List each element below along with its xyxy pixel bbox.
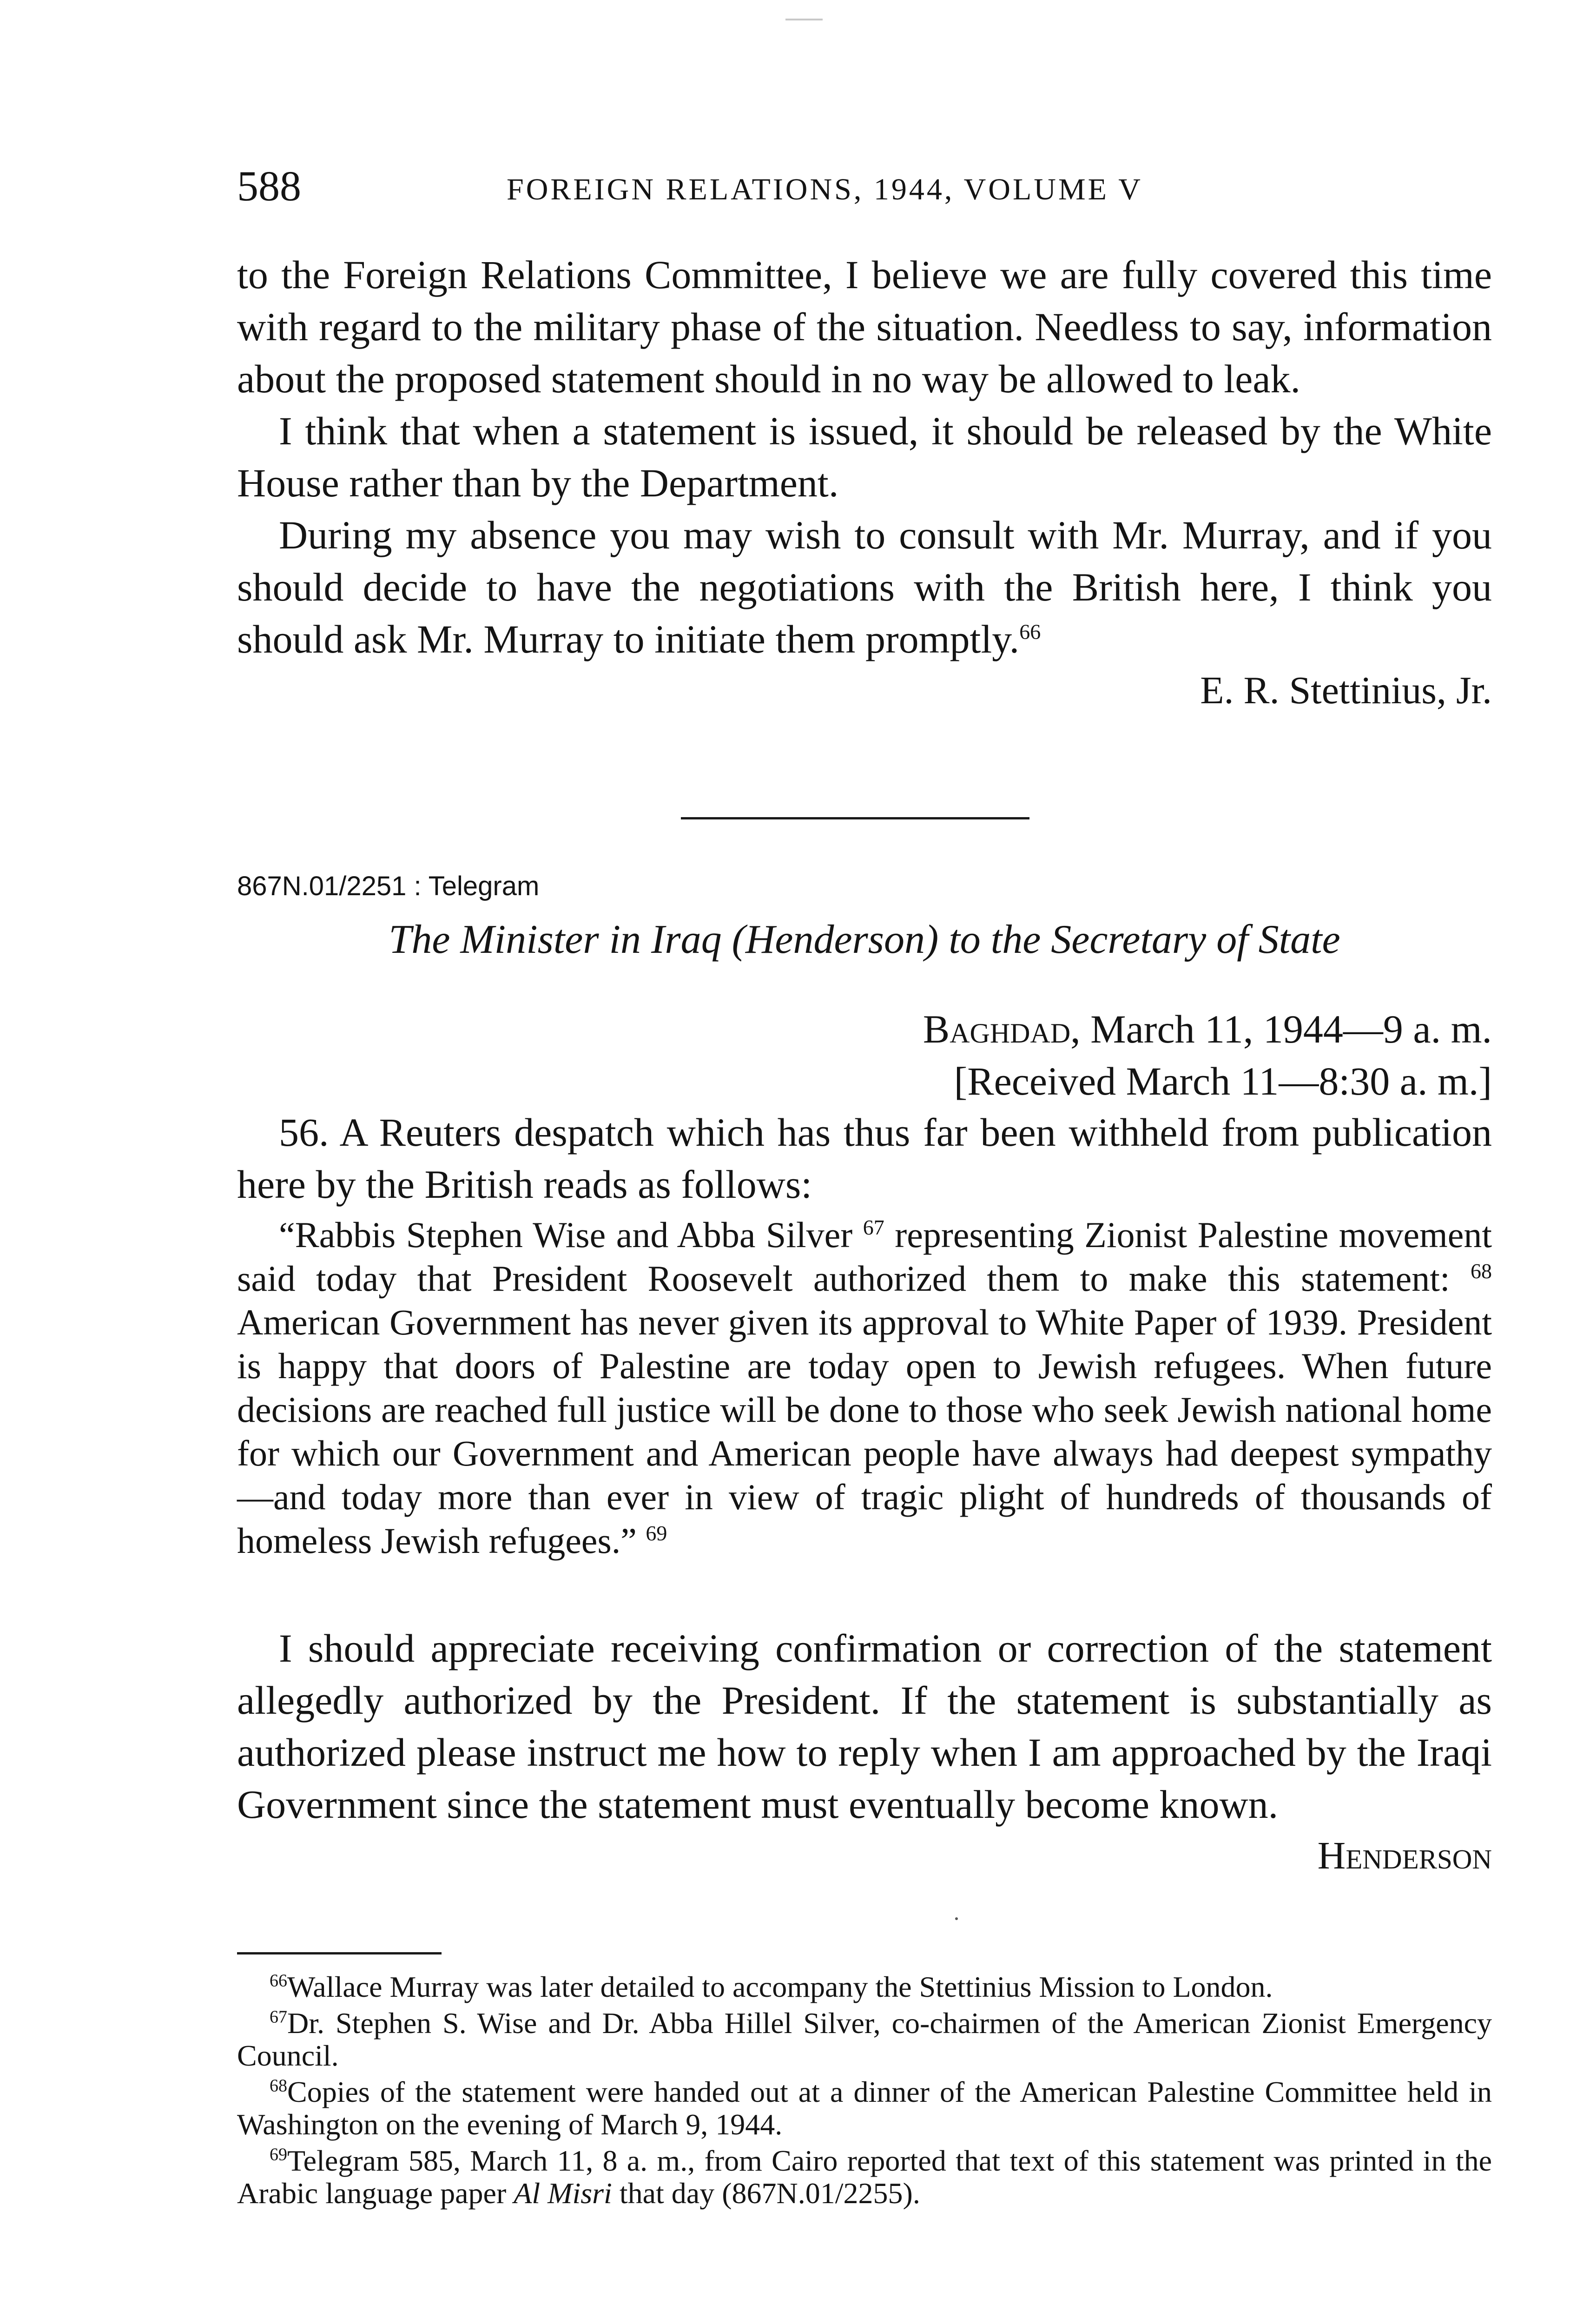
quote-text: “Rabbis Stephen Wise and Abba Silver	[279, 1215, 853, 1255]
dateline	[237, 1003, 1492, 1107]
footnote-text: Copies of the statement were handed out at a dinner of the American Palestine Committee held in Washington on the evening of March 9, 1944.	[237, 2075, 1492, 2141]
page-number: 588	[237, 162, 301, 210]
telegram-closing	[237, 1622, 1492, 1882]
file-reference: 867N.01/2251 : Telegram	[237, 871, 540, 901]
footnote	[237, 2076, 1492, 2141]
footnote-ref: 68	[1471, 1259, 1492, 1283]
paragraph: I think that when a statement is issued, it should be released by the White House rather than by the Department.	[237, 409, 1492, 505]
running-title: FOREIGN RELATIONS, 1944, VOLUME V	[507, 172, 1143, 206]
signature-henderson: Henderson	[1317, 1834, 1492, 1877]
footnote-text: Wallace Murray was later detailed to accompany the Stettinius Mission to London.	[287, 1970, 1273, 2003]
print-speck	[955, 1917, 958, 1920]
footnote	[237, 2145, 1492, 2210]
continuation-text	[237, 249, 1492, 716]
newspaper-title: Al Misri	[514, 2177, 612, 2210]
footnote-number: 67	[270, 2007, 287, 2027]
paragraph: to the Foreign Relations Committee, I believe we are fully covered this time with regard to the military phase of the situation. Needless to say, information about the proposed statement should in no way be allowed to leak.	[237, 252, 1492, 401]
paragraph: 56. A Reuters despatch which has thus far been withheld from publication here by the British reads as follows:	[237, 1110, 1492, 1207]
footnote-ref: 69	[646, 1521, 667, 1545]
paragraph: I should appreciate receiving confirmation or correction of the statement allegedly authorized by the President. If the statement is substantially as authorized please instruct me how to reply when I am approached by the Iraqi Government since the statement must eventually become known.	[237, 1626, 1492, 1827]
dateline-received: [Received March 11—8:30 a. m.]	[954, 1059, 1492, 1103]
footnote	[237, 1971, 1492, 2003]
footnote-number: 68	[270, 2076, 287, 2096]
footnote-text: Dr. Stephen S. Wise and Dr. Abba Hillel Silver, co-chairmen of the American Zionist Emergency Council.	[237, 2007, 1492, 2072]
dateline-place: Baghdad,	[923, 1007, 1081, 1051]
section-divider	[681, 817, 1029, 819]
footnote-text: that day (867N.01/2255).	[619, 2177, 920, 2210]
footnote-ref: 67	[863, 1215, 884, 1239]
footnote-number: 69	[270, 2145, 287, 2165]
signature-stettinius: E. R. Stettinius, Jr.	[1200, 669, 1492, 712]
telegram-intro	[237, 1106, 1492, 1210]
footnote-ref: 66	[1019, 620, 1041, 644]
footnote-divider	[237, 1952, 442, 1954]
paragraph	[237, 509, 1492, 665]
paragraph-text: During my absence you may wish to consult with Mr. Murray, and if you should decide to have the negotiations with the British here, I think you should ask Mr. Murray to initiate them promptly.	[237, 513, 1492, 661]
scan-mark	[785, 19, 823, 20]
footnote-text: Telegram 585, March 11, 8 a. m., from Cairo reported that text of this statement was printed in the Arabic language paper	[237, 2144, 1492, 2210]
dateline-date: March 11, 1944—9 a. m.	[1090, 1007, 1492, 1051]
dateline-sent	[237, 1003, 1492, 1055]
footnote	[237, 2007, 1492, 2072]
quote-text: American Government has never given its approval to White Paper of 1939. President is happy that doors of Palestine are today open to Jewish refugees. When future decisions are reached full justice will be done to those who seek Jewish national home for which our Government and American people have always had deepest sympathy—and today more than ever in view of tragic plight of hundreds of thousands of homeless Jewish refugees.”	[237, 1302, 1492, 1561]
document-heading: The Minister in Iraq (Henderson) to the Secretary of State	[389, 917, 1340, 962]
quoted-despatch	[237, 1213, 1492, 1563]
footnotes	[237, 1971, 1492, 2213]
quote-text: representing Zionist Palestine movement said today that President Roosevelt authorized them to make this statement:	[237, 1215, 1492, 1299]
quote-paragraph	[237, 1213, 1492, 1563]
running-header	[237, 163, 1492, 218]
footnote-number: 66	[270, 1971, 287, 1991]
